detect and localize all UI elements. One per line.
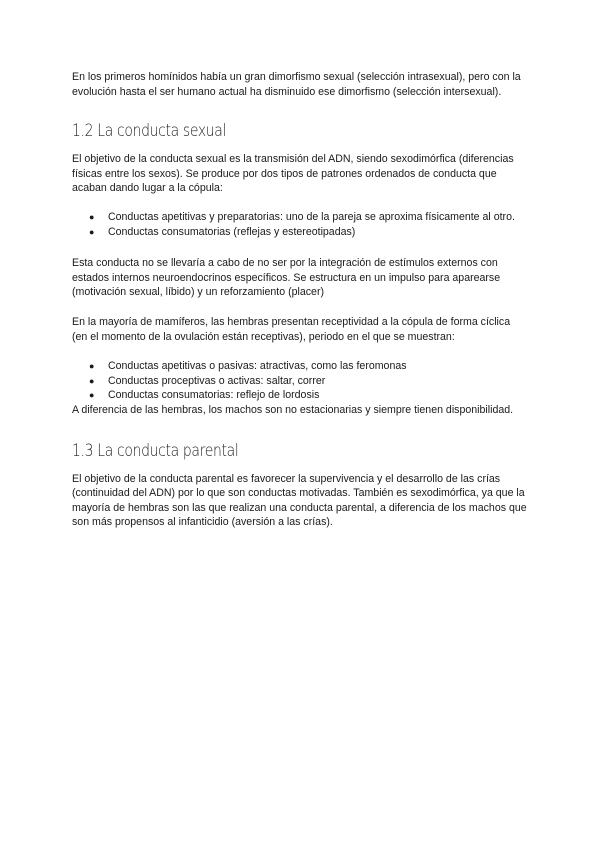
bullet-icon: ● [89,390,95,401]
bullet-icon: ● [89,361,95,372]
section-heading-conducta-parental: 1.3 La conducta parental [72,440,239,461]
document-page [72,70,528,530]
paragraph-machos: A diferencia de las hembras, los machos son no estacionarias y siempre tienen disponibilidad. [72,403,514,416]
paragraph-objetivo-parental: El objetivo de la conducta parental es favorecer la supervivencia y el desarrollo de las crías (continuidad del ADN) por lo que son conductas motivadas. También es sexodimórfica, ya que la mayoría de hembras son las que realizan una conducta parental, a diferencia de los machos que son más propensos al infanticidio (aversión a las crías). [72,472,527,529]
list-item: ● Conductas apetitivas y preparatorias: uno de la pareja se aproxima físicamente al otro. [89,210,515,223]
list-item: ● Conductas consumatorias: reflejo de lordosis [89,389,320,402]
list-item: ● Conductas consumatorias (reflejas y estereotipadas) [89,225,356,238]
section-heading-conducta-sexual: 1.2 La conducta sexual [72,121,227,142]
bullet-icon: ● [89,226,95,237]
bullet-icon: ● [89,375,95,386]
paragraph-integracion-estimulos: Esta conducta no se llevaría a cabo de no ser por la integración de estímulos externos con estados internos neuroendocrinos específicos. Se estructura en un impulso para aparearse (motivación sexual, líbido) y un reforzamiento (placer) [72,257,501,299]
list-conductas-hembras [72,359,528,403]
list-item: ● Conductas proceptivas o activas: saltar, correr [89,374,326,387]
bullet-icon: ● [89,211,95,222]
paragraph-objetivo-sexual: El objetivo de la conducta sexual es la transmisión del ADN, siendo sexodimórfica (diferencias físicas entre los sexos). Se produce por dos tipos de patrones ordenados de conducta que acaban dando lugar a la cópula: [72,153,514,195]
intro-paragraph: En los primeros homínidos había un gran dimorfismo sexual (selección intrasexual), pero con la evolución hasta el ser humano actual ha disminuido ese dimorfismo (selección intersexual). [72,71,521,98]
list-patrones-conducta [72,210,528,239]
list-item: ● Conductas apetitivas o pasivas: atractivas, como las feromonas [89,360,407,373]
paragraph-mamiferos: En la mayoría de mamíferos, las hembras presentan receptividad a la cópula de forma cíclica (en el momento de la ovulación están receptivas), periodo en el que se muestran: [72,315,511,343]
